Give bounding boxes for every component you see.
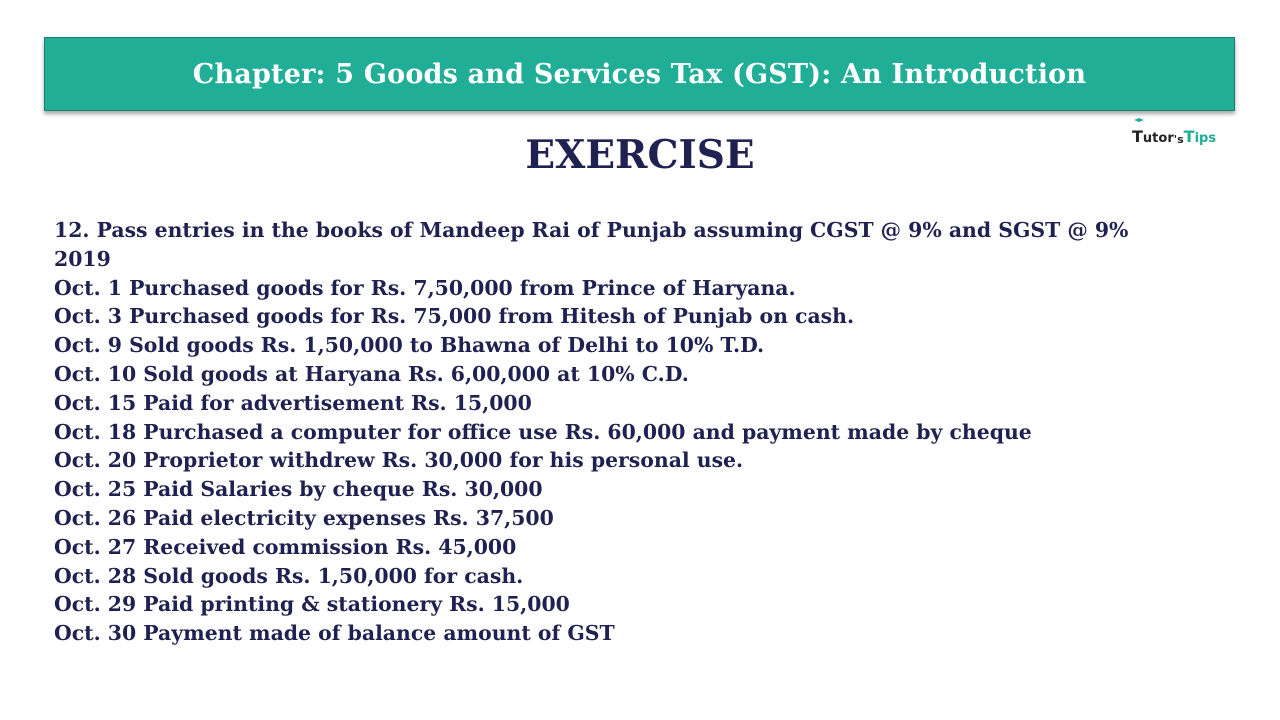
graduation-cap-icon (1134, 118, 1144, 124)
transaction-line: Oct. 27 Received commission Rs. 45,000 (54, 534, 517, 559)
transaction-line: Oct. 15 Paid for advertisement Rs. 15,000 (54, 390, 532, 415)
transaction-line: Oct. 3 Purchased goods for Rs. 75,000 from Hitesh of Punjab on cash. (54, 304, 855, 329)
logo-text-t2: T (1183, 127, 1195, 146)
transaction-line: Oct. 29 Paid printing & stationery Rs. 15,000 (54, 592, 570, 617)
logo-text-apostrophe-s: 's (1173, 133, 1184, 146)
logo-text-t: T (1132, 127, 1143, 146)
chapter-header-bar (44, 37, 1235, 111)
transaction-line: Oct. 9 Sold goods Rs. 1,50,000 to Bhawna of Delhi to 10% T.D. (54, 333, 765, 358)
transaction-line: Oct. 30 Payment made of balance amount of GST (54, 621, 615, 646)
logo-text-ips: ips (1194, 131, 1217, 146)
transaction-line: Oct. 28 Sold goods Rs. 1,50,000 for cash. (54, 563, 524, 588)
question-line: 12. Pass entries in the books of Mandeep Rai of Punjab assuming CGST @ 9% and SGST @ 9% (54, 218, 1129, 242)
transaction-line: Oct. 20 Proprietor withdrew Rs. 30,000 for his personal use. (54, 448, 744, 473)
transaction-line: Oct. 1 Purchased goods for Rs. 7,50,000 from Prince of Haryana. (54, 275, 796, 300)
year-line: 2019 (54, 246, 111, 271)
transaction-line: Oct. 25 Paid Salaries by cheque Rs. 30,000 (54, 477, 543, 502)
exercise-heading: EXERCISE (525, 132, 755, 178)
chapter-title: Chapter: 5 Goods and Services Tax (GST): An Introduction (192, 58, 1087, 90)
transaction-line: Oct. 18 Purchased a computer for office use Rs. 60,000 and payment made by cheque (54, 419, 1032, 444)
logo-text-utor: utor (1142, 131, 1174, 146)
transaction-line: Oct. 26 Paid electricity expenses Rs. 37,500 (54, 505, 554, 530)
transaction-line: Oct. 10 Sold goods at Haryana Rs. 6,00,000 at 10% C.D. (54, 361, 689, 386)
exercise-content (54, 216, 1234, 648)
